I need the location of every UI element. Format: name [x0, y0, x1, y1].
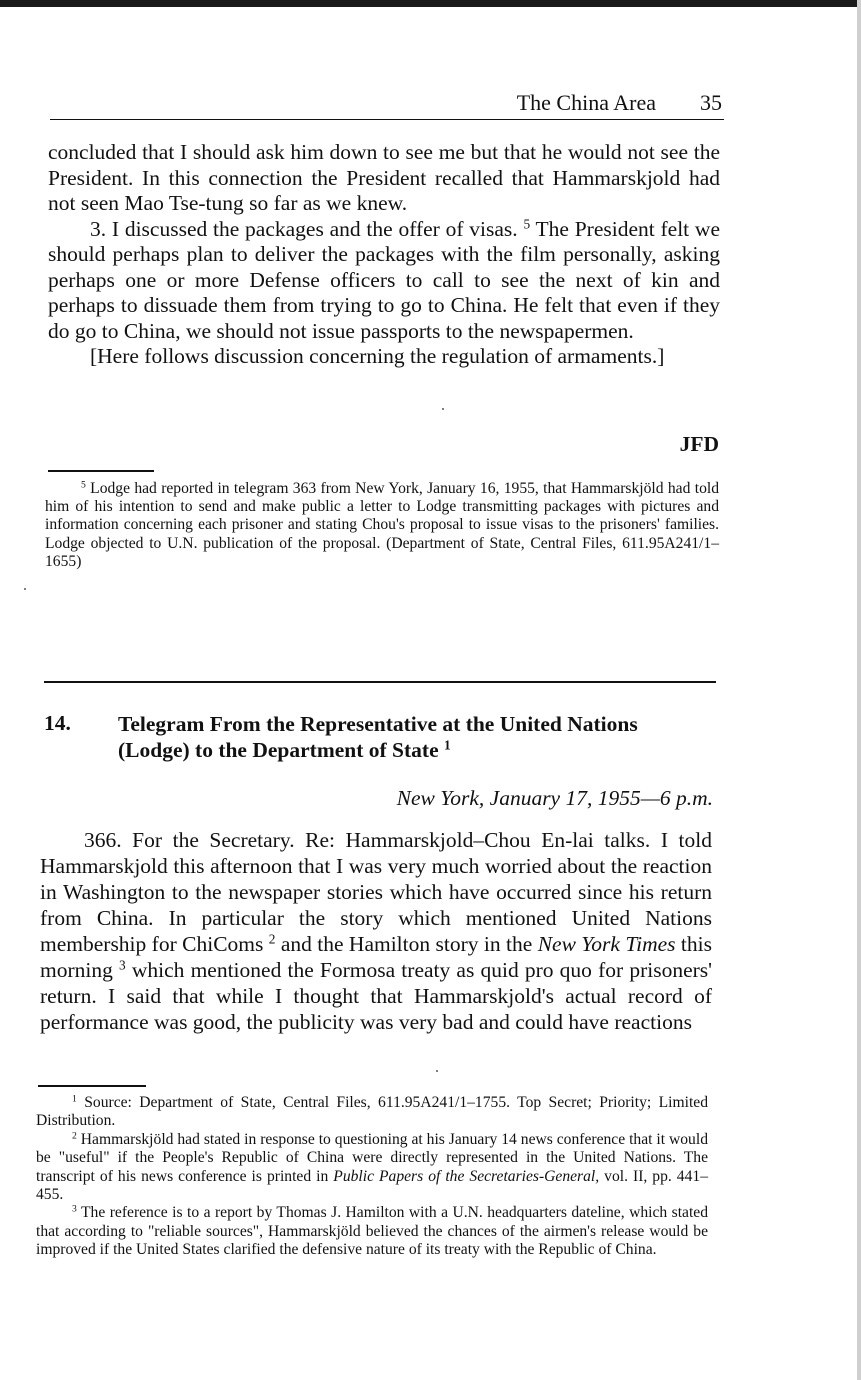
- footnote-ref: 5: [523, 216, 531, 232]
- footnote-rule: [48, 470, 154, 472]
- dateline: New York, January 17, 1955—6 p.m.: [396, 786, 713, 810]
- running-head-title: The China Area: [516, 90, 656, 115]
- newspaper-name: New York Times: [537, 932, 676, 956]
- footnote-text: Lodge had reported in telegram 363 from New York, January 16, 1955, that Hammarskjöld had told him of his intention to send and make public a letter to Lodge transmitting packages with pictures and information concerning each prisoner and stating Chou's proposal to issue visas to the prisoners' families. Lodge objected to U.N. publication of the proposal. (Department of State, Central Files, 611.95A241/1–1655): [45, 480, 719, 570]
- footnote-marker: 5: [81, 479, 86, 491]
- body-text: which mentioned the Formosa treaty as quid pro quo for prisoners' return. I said that while I thought that Hammarskjold's actual record of performance was good, the publicity was very bad and could have reactions: [40, 958, 713, 1034]
- footnote-text: The reference is to a report by Thomas J. Hamilton with a U.N. headquarters dateline, which stated that according to "reliable sources", Hammarskjöld believed the chances of the airmen's release would be improved if the United States clarified the defensive nature of its treaty with the Republic of China.: [36, 1204, 709, 1259]
- scan-speck: [24, 588, 26, 590]
- footnote-5: [45, 480, 719, 571]
- paragraph-item-3: [48, 217, 720, 345]
- footnote-text: Hammarskjöld had stated in response to questioning at his January 14 news conference that it would be "useful" if the People's Republic of China were directly represented in the United Nations. The transcript of his news conference is printed in: [36, 1130, 708, 1185]
- footnote-marker: 2: [72, 1130, 77, 1142]
- paragraph-text: The President felt we should perhaps plan to deliver the packages with the film personally, asking perhaps one or more Defense officers to call to see the next of kin and perhaps to dissuade them from trying to go to China. He felt that even if they do go to China, we should not issue passports to the newspapermen.: [48, 216, 721, 343]
- document-number: 14.: [44, 711, 71, 735]
- paragraph-text: 3. I discussed the packages and the offer of visas.: [90, 216, 518, 241]
- body-text: 366. For the Secretary. Re: Hammarskjold–Chou En-lai talks. I told Hammarskjold this afternoon that I was very much worried about the reaction in Washington to the newspaper stories which have occurred since his return from China. In particular the story which mentioned United Nations membership for ChiComs: [40, 828, 712, 956]
- footnotes-section1: [45, 480, 719, 571]
- document-title: [118, 711, 708, 763]
- paragraph-continued: concluded that I should ask him down to see me but that he would not see the President. In this connection the President recalled that Hammarskjold had not seen Mao Tse-tung so far as we knew.: [48, 140, 720, 215]
- signature: JFD: [679, 432, 719, 456]
- telegram-body: [40, 827, 712, 1035]
- footnote-3: [36, 1204, 708, 1259]
- footnote-marker: 1: [72, 1093, 77, 1105]
- scan-speck: [436, 1070, 438, 1072]
- footnote-text: Source: Department of State, Central Files, 611.95A241/1–1755. Top Secret; Priority; Limited Distribution.: [36, 1094, 708, 1130]
- footnote-1: [36, 1094, 708, 1131]
- body-text: and the Hamilton story in the: [275, 932, 538, 956]
- footnote-2: [36, 1131, 708, 1205]
- footnote-rule: [38, 1085, 146, 1087]
- running-head: [50, 90, 724, 120]
- footnote-text: vol. II, pp. 441–455.: [36, 1167, 708, 1204]
- telegram-paragraph: [40, 827, 712, 1035]
- footnote-ref: 2: [268, 931, 276, 947]
- footnote-ref: 3: [119, 957, 126, 973]
- source-title: Public Papers of the Secretaries-General,: [333, 1167, 600, 1185]
- editorial-note: [Here follows discussion concerning the regulation of armaments.]: [90, 344, 665, 368]
- scan-speck: [442, 408, 444, 410]
- body-text: this morning: [40, 932, 712, 982]
- footnote-ref: 1: [444, 737, 451, 753]
- section1-body: [48, 140, 720, 370]
- document-title-text: Telegram From the Representative at the United Nations (Lodge) to the Department of State: [118, 712, 638, 762]
- footnotes-section2: [36, 1094, 708, 1260]
- footnote-marker: 3: [72, 1204, 77, 1216]
- document-divider: [44, 681, 716, 683]
- page-number: 35: [700, 90, 722, 115]
